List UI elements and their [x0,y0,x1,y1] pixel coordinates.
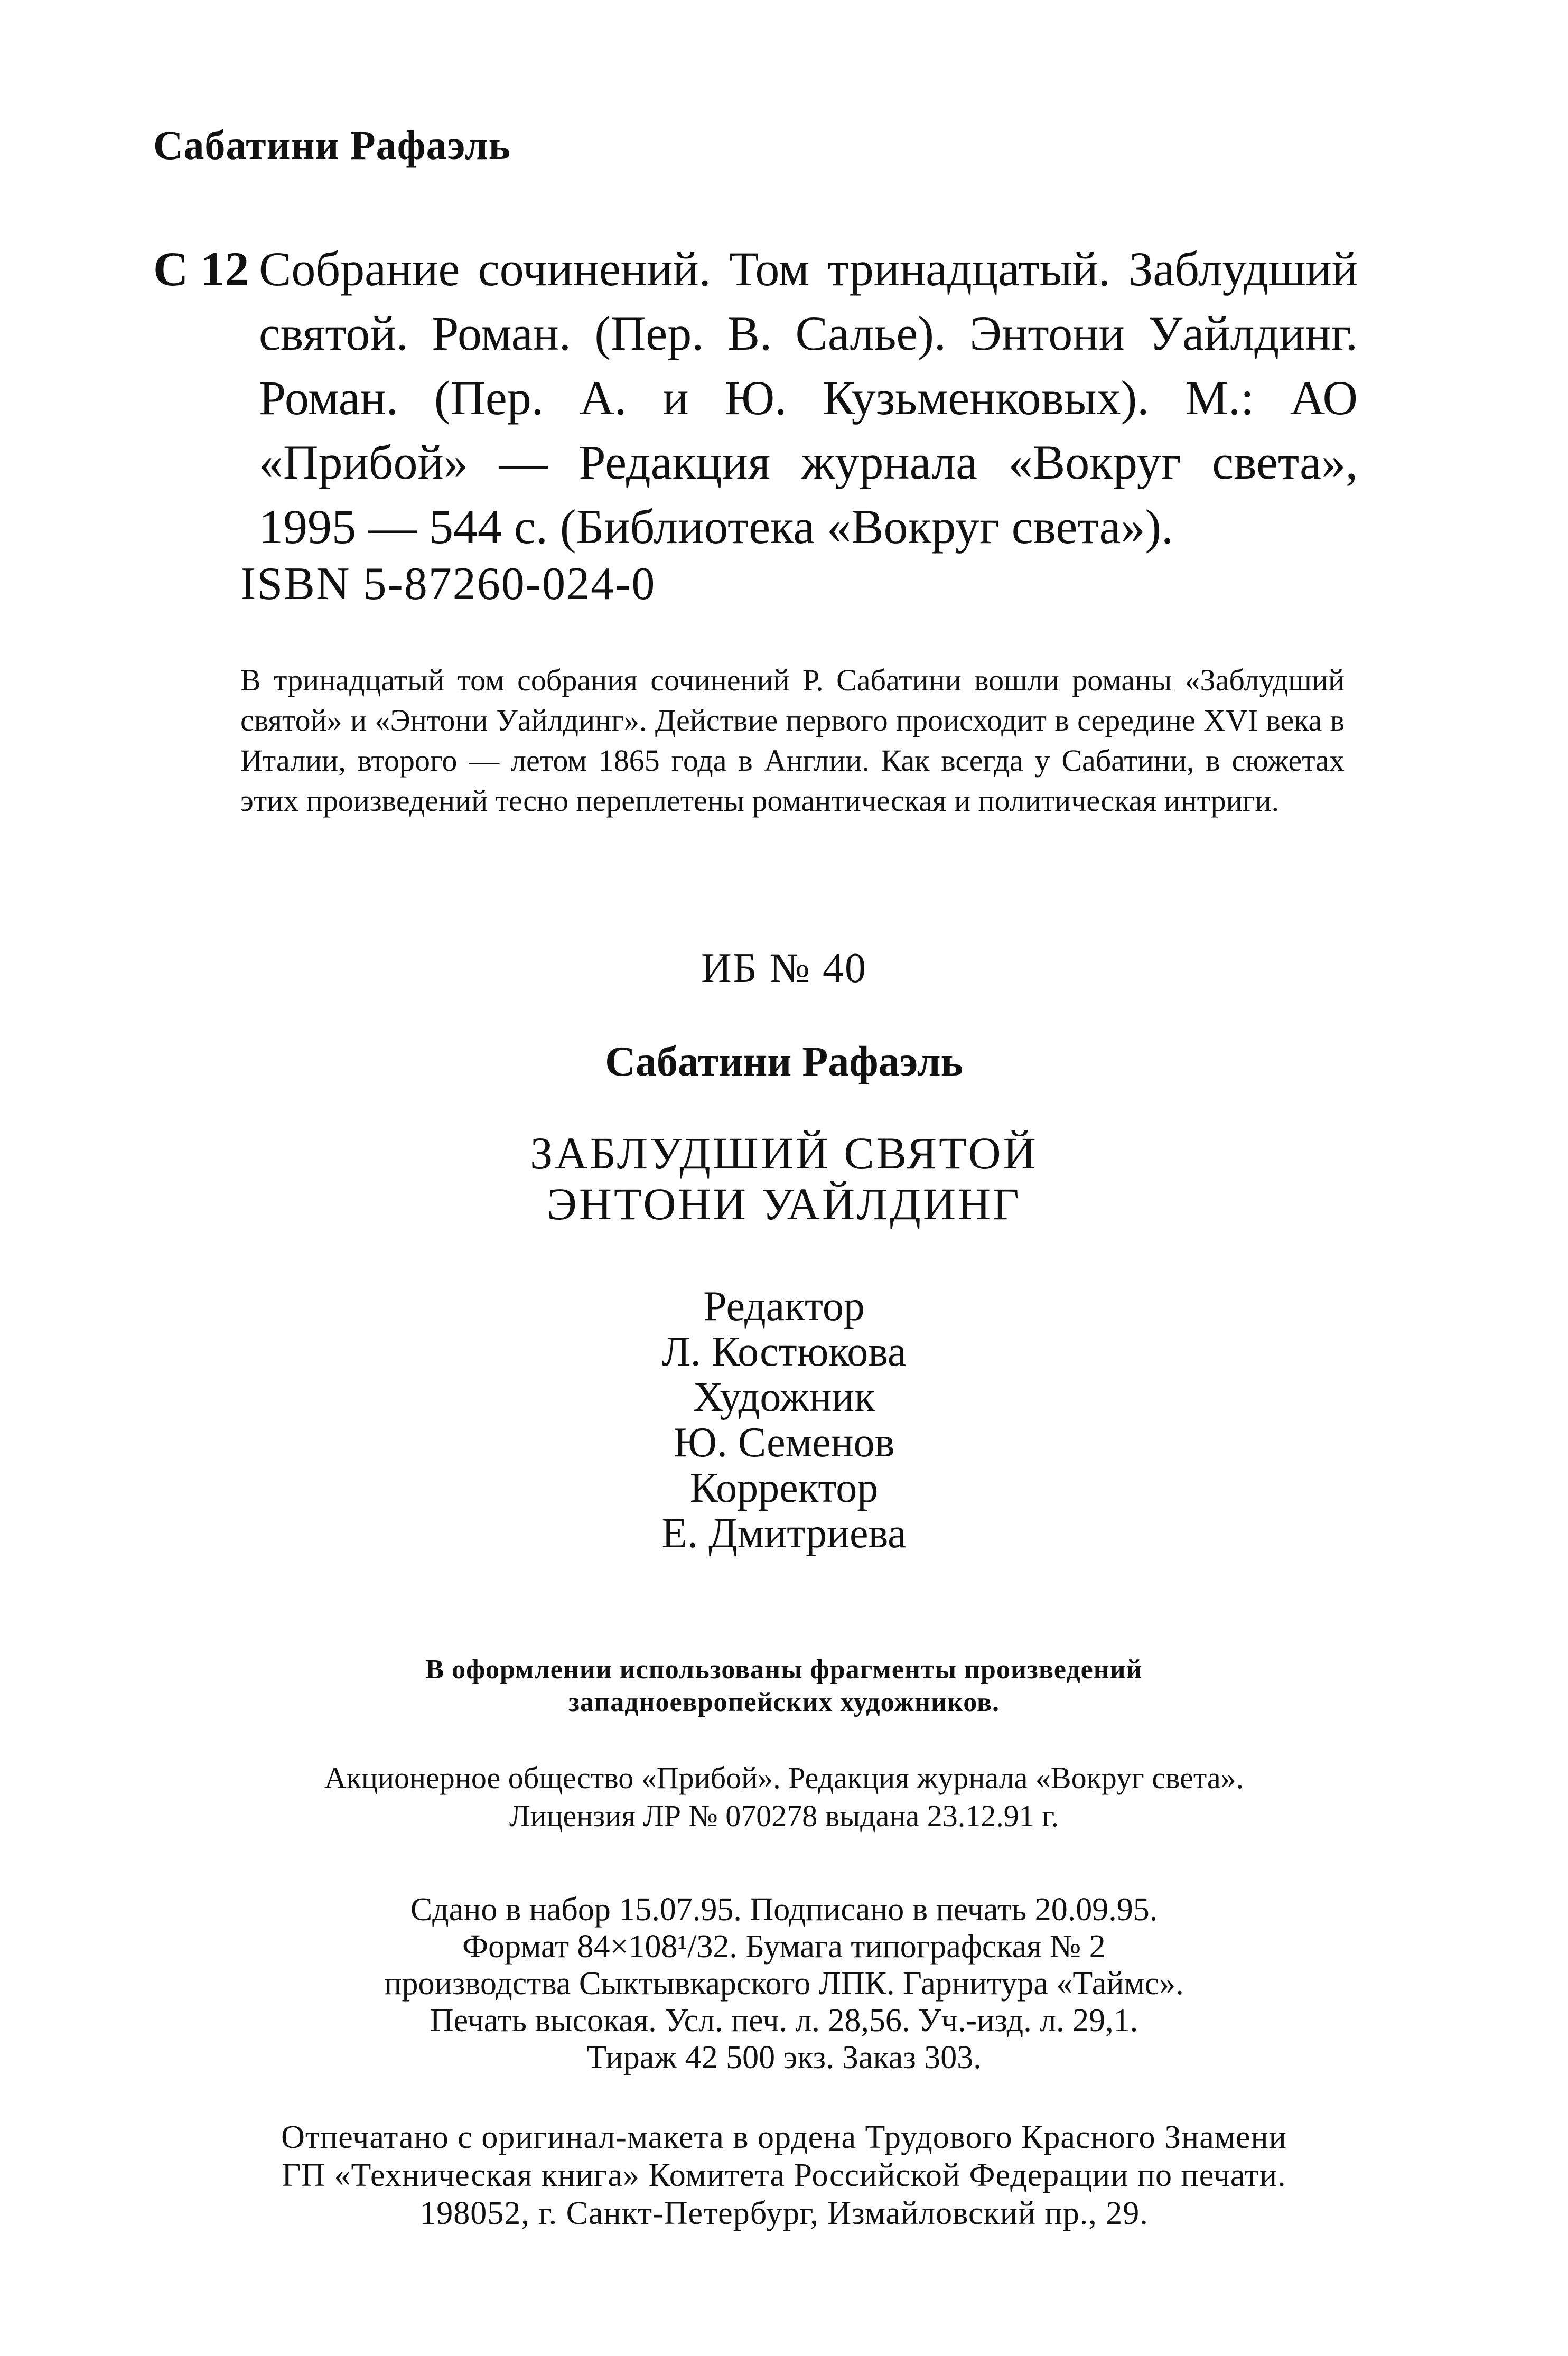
design-note-line: В оформлении использованы фрагменты произведений [425,1654,1143,1685]
printer-info [0,2118,1568,2232]
isbn: ISBN 5-87260-024-0 [240,558,656,610]
editor-role: Редактор [703,1283,865,1330]
catalog-index: С 12 [153,242,249,296]
proofreader-name: Е. Дмитриева [661,1510,907,1557]
title-line: ЗАБЛУДШИЙ СВЯТОЙ [530,1128,1038,1179]
design-note-line: западноевропейских художников. [568,1687,1000,1717]
proofreader-role: Корректор [689,1465,879,1511]
artist-role: Художник [693,1374,875,1420]
printing-line: Сдано в набор 15.07.95. Подписано в печать 20.09.95. [410,1892,1158,1928]
printing-line: Формат 84×108¹/32. Бумага типографская № 2 [462,1929,1106,1965]
printing-line: Печать высокая. Усл. печ. л. 28,56. Уч.-изд. л. 29,1. [430,2003,1138,2039]
printing-details [0,1891,1568,2076]
author-heading: Сабатини Рафаэль [153,122,511,168]
publisher-line: Акционерное общество «Прибой». Редакция журнала «Вокруг света». [324,1761,1244,1795]
printer-address: 198052, г. Санкт-Петербург, Измайловский пр., 29. [419,2195,1149,2231]
design-note [0,1653,1568,1719]
catalog-entry [153,237,1358,559]
author-name: Сабатини Рафаэль [605,1039,963,1085]
printer-line: Отпечатано с оригинал-макета в ордена Трудового Красного Знамени [281,2119,1287,2155]
publisher-info [0,1759,1568,1835]
ib-number: ИБ № 40 [701,945,867,992]
title-line: ЭНТОНИ УАЙЛДИНГ [547,1179,1021,1229]
license-line: Лицензия ЛР № 070278 выдана 23.12.91 г. [509,1799,1059,1833]
printer-line: ГП «Техническая книга» Комитета Российской Федерации по печати. [282,2157,1286,2193]
artist-name: Ю. Семенов [673,1419,895,1466]
credits [0,1284,1568,1556]
printing-line: производства Сыктывкарского ЛПК. Гарнитура «Таймс». [384,1966,1184,2002]
catalog-description: Собрание сочинений. Том тринадцатый. Заблудший святой. Роман. (Пер. В. Салье). Энтони Уайлдинг. Роман. (Пер. А. и Ю. Кузьменковых). М.: АО «Прибой» — Редакция журнала «Вокруг света», 1995 — 544 с. (Библиотека «Вокруг света»). [259,242,1358,554]
book-titles [0,1128,1568,1229]
editor-name: Л. Костюкова [661,1329,907,1375]
printing-line: Тираж 42 500 экз. Заказ 303. [586,2040,982,2075]
annotation: В тринадцатый том собрания сочинений Р. Сабатини вошли романы «Заблудший святой» и «Энтони Уайлдинг». Действие первого происходит в середине XVI века в Италии, второго — летом 1865 года в Англии. Как всегда у Сабатини, в сюжетах этих произведений тесно переплетены романтическая и политическая интриги. [240,663,1345,818]
